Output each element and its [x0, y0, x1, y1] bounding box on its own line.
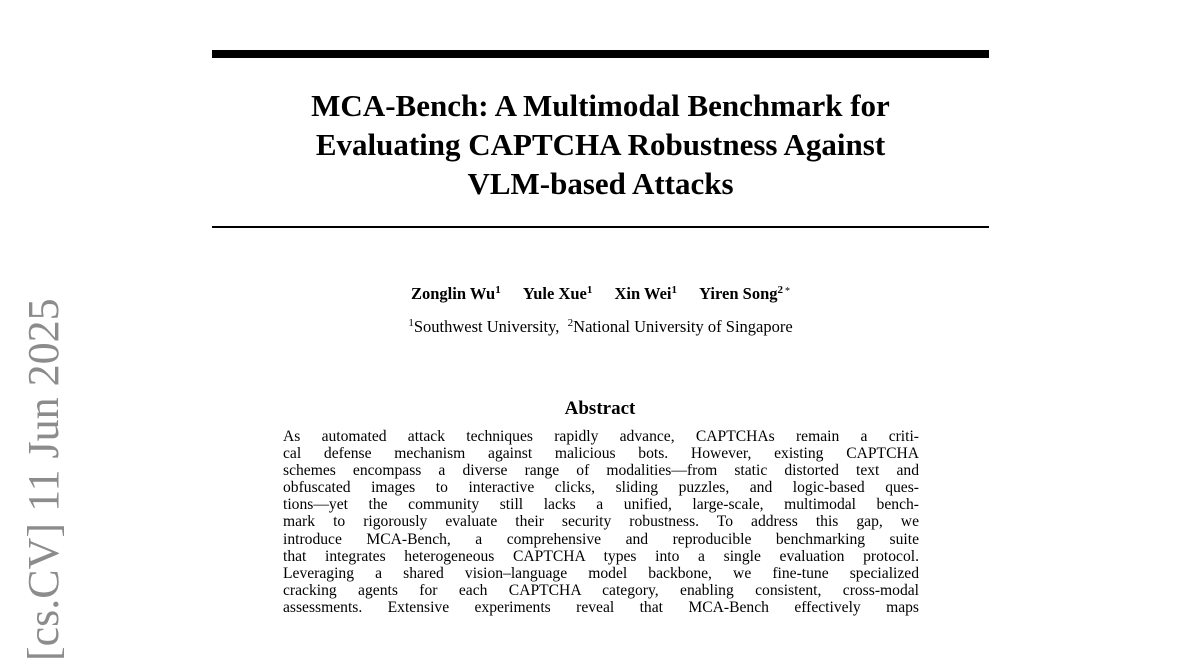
author: Yule Xue$^1$	[522, 284, 593, 303]
author-list	[212, 282, 989, 304]
title-line: MCA-Bench: A Multimodal Benchmark for	[311, 88, 890, 123]
title-line: Evaluating CAPTCHA Robustness Against	[315, 127, 886, 162]
abstract-line: As automated attack techniques rapidly advance, CAPTCHAs remain a criti-	[283, 428, 919, 445]
author: Xin Wei$^1$	[614, 284, 677, 303]
abstract-line: cal defense mechanism against malicious bots. However, existing CAPTCHA	[283, 445, 919, 463]
abstract-line: introduce MCA-Bench, a comprehensive and reproducible benchmarking suite	[283, 530, 919, 548]
abstract-line: assessments. Extensive experiments reveal that MCA-Bench effectively maps	[283, 598, 919, 616]
author: Zonglin Wu$^1$	[410, 284, 501, 303]
author: Yiren Song$^2$ *	[699, 284, 791, 303]
abstract-line: obfuscated images to interactive clicks, sliding puzzles, and logic-based ques-	[283, 479, 919, 497]
corresponding-author-mark: *	[785, 286, 791, 297]
abstract-line: schemes encompass a diverse range of modalities—from static distorted text and	[283, 462, 919, 480]
title-bottom-rule	[212, 226, 989, 228]
abstract-line: tions—yet the community still lacks a unified, large-scale, multimodal bench-	[283, 496, 919, 514]
abstract-line: Leveraging a shared vision–language model backbone, we fine-tune specialized	[283, 564, 919, 582]
abstract-heading: Abstract	[564, 398, 636, 419]
arxiv-identifier-stamp: [cs.CV] 11 Jun 2025	[19, 298, 68, 661]
affiliations: $^1$Southwest University, $^2$National University of Singapore	[408, 317, 793, 336]
abstract-line: cracking agents for each CAPTCHA category, enabling consistent, cross-modal	[283, 581, 919, 599]
abstract-line: that integrates heterogeneous CAPTCHA types into a single evaluation protocol.	[283, 547, 919, 565]
abstract-body	[283, 428, 919, 616]
title-line: VLM-based Attacks	[467, 166, 734, 201]
paper-title	[212, 86, 989, 203]
abstract-line: mark to rigorously evaluate their security robustness. To address this gap, we	[283, 513, 919, 531]
top-rule	[212, 50, 989, 58]
